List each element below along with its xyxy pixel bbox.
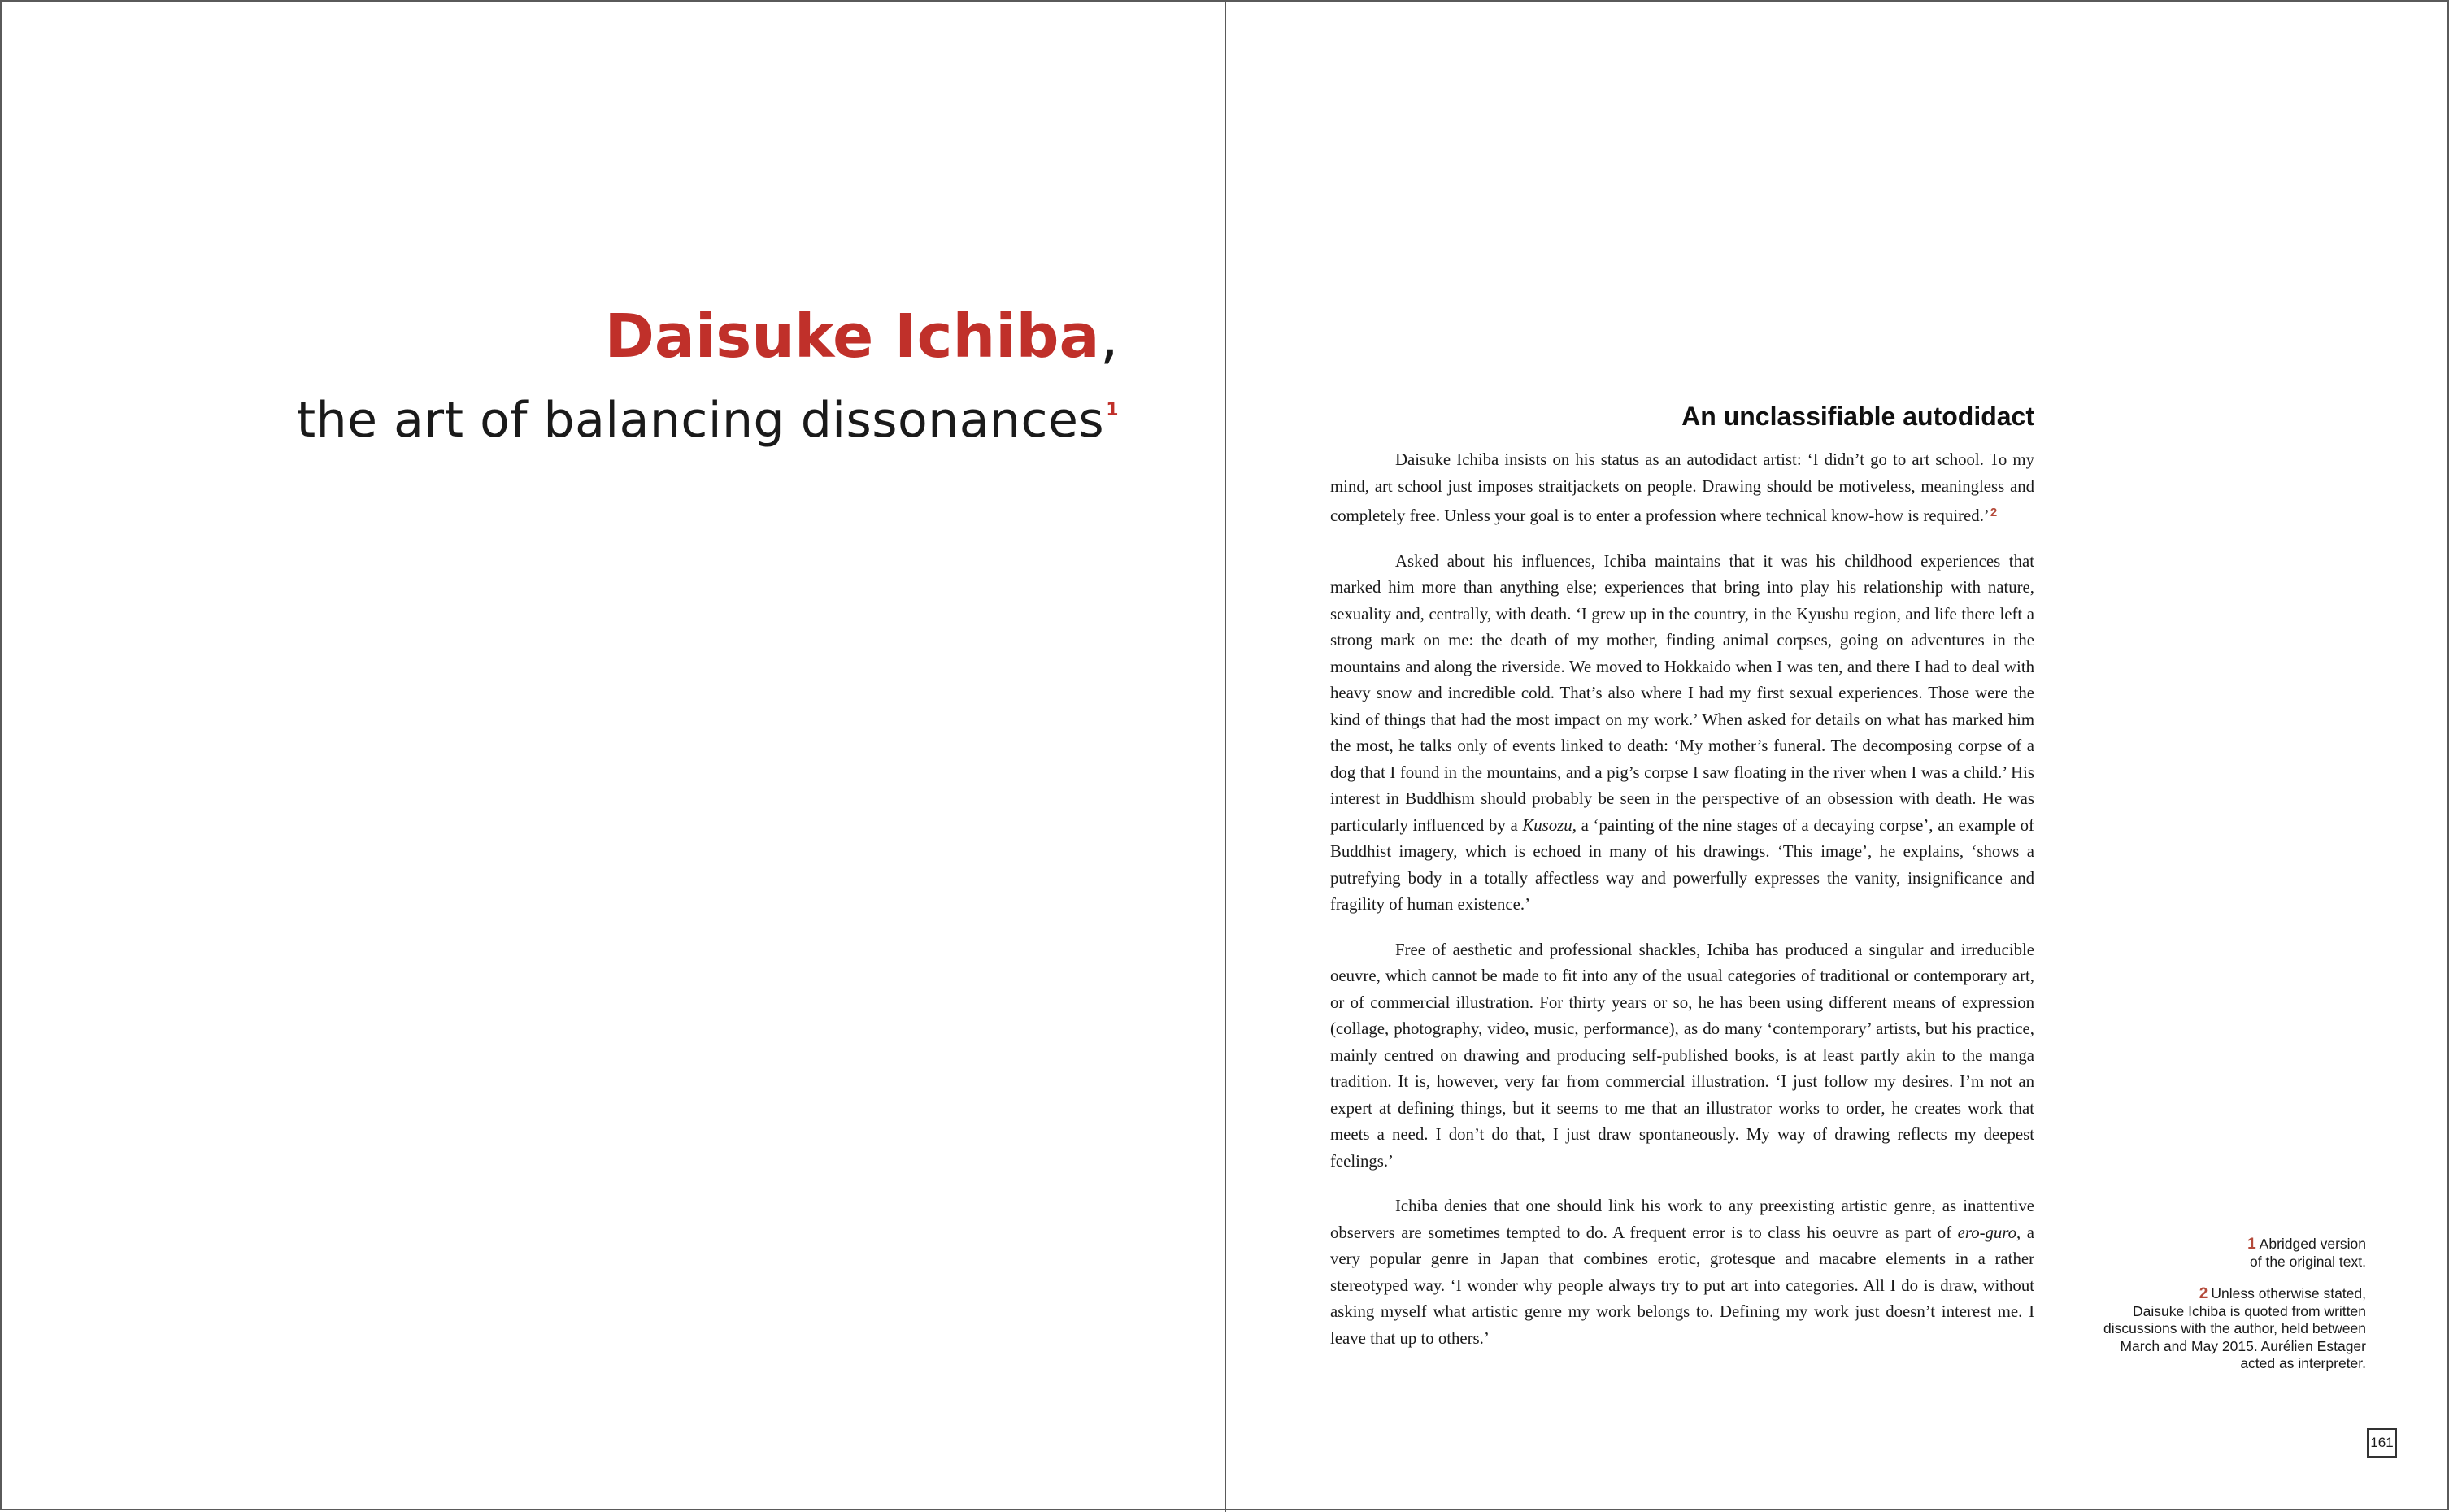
title-subtitle: the art of balancing dissonances — [296, 392, 1105, 449]
title-artist-name: Daisuke Ichiba — [604, 302, 1100, 371]
italic-term-ero-guro: ero-guro — [1957, 1223, 2017, 1242]
title-line-name — [297, 296, 1119, 377]
paragraph-text: Asked about his influences, Ichiba maintains that it was his childhood experiences that marked him more than anything else; experiences that bring into play his relationship with nature, sexuality and, centrally, with death. ‘I grew up in the country, in the Kyushu region, and life there left a strong mark on me: the death of my mother, finding animal corpses, going on adventures in the mountains and along the riverside. We moved to Hokkaido when I was ten, and there I had to deal with heavy snow and incredible cold. That’s also where I had my first sexual experiences. Those were the kind of things that had the most impact on my work.’ When asked for details on what has marked him the most, he talks only of events linked to death: ‘My mother’s funeral. The decomposing corpse of a dog that I found in the mountains, and a pig’s corpse I saw floating in the river when I was a child.’ His interest in Buddhism should probably be seen in the perspective of an obsession with death. He was particularly influenced by a — [1330, 551, 2034, 835]
paragraph-4 — [1330, 1193, 2034, 1352]
footnote-line: of the original text. — [2250, 1253, 2366, 1270]
paragraph-2 — [1330, 549, 2034, 919]
footnote-ref-2[interactable]: 2 — [1990, 506, 1998, 519]
title-line-subtitle — [297, 377, 1119, 454]
italic-term-kusozu: Kusozu — [1522, 815, 1572, 835]
paragraph-text: , a very popular genre in Japan that combines erotic, grotesque and macabre elements in a rather stereotyped way. ‘I wonder why people always try to put art into categories. All I do is draw, without asking myself what artistic genre my work belongs to. Defining my work just doesn’t interest me. I leave that up to others.’ — [1330, 1223, 2034, 1348]
footnote-1 — [2073, 1236, 2366, 1271]
paragraph-3 — [1330, 937, 2034, 1175]
page-gutter-divider — [1224, 2, 1226, 1512]
paragraph-text: Free of aesthetic and professional shackles, Ichiba has produced a singular and irreducible oeuvre, which cannot be made to fit into any of the usual categories of traditional or contemporary art, or of commercial illustration. For thirty years or so, he has been using different means of expression (collage, photography, video, music, performance), as do many ‘contemporary’ artists, but his practice, mainly centred on drawing and producing self-published books, is at least partly akin to the manga tradition. It is, however, very far from commercial illustration. ‘I just follow my desires. I’m not an expert at defining things, but it seems to me that an illustrator works to order, he creates work that meets a need. I don’t do that, I just draw spontaneously. My way of drawing reflects my deepest feelings.’ — [1330, 940, 2034, 1171]
footnote-line: Daisuke Ichiba is quoted from written — [2133, 1302, 2366, 1319]
footnote-2 — [2073, 1285, 2366, 1373]
page-number: 161 — [2367, 1428, 2397, 1458]
footnotes-sidebar — [2073, 1236, 2366, 1388]
paragraph-text: , a ‘painting of the nine stages of a decaying corpse’, an example of Buddhist imagery, which is echoed in many of his drawings. ‘This image’, he explains, ‘shows a putrefying body in a totally affectless way and powerfully expresses the vanity, insignificance and fragility of human existence.’ — [1330, 815, 2034, 914]
footnote-line: acted as interpreter. — [2240, 1355, 2366, 1371]
article-body — [1330, 395, 2034, 1371]
footnote-line: Abridged version — [2259, 1236, 2366, 1252]
footnote-line: Unless otherwise stated, — [2211, 1285, 2366, 1301]
section-heading: An unclassifiable autodidact — [1681, 402, 2034, 431]
paragraph-text: Ichiba denies that one should link his work to any preexisting artistic genre, as inattentive observers are sometimes tempted to do. A frequent error is to class his oeuvre as part of — [1330, 1197, 2034, 1242]
title-footnote-marker[interactable]: 1 — [1106, 400, 1119, 420]
title-comma: , — [1099, 302, 1119, 371]
footnote-line: discussions with the author, held between — [2103, 1320, 2366, 1336]
paragraph-1 — [1330, 447, 2034, 530]
paragraph-text: Daisuke Ichiba insists on his status as an autodidact artist: ‘I didn’t go to art school. To my mind, art school just imposes straitjackets on people. Drawing should be motiveless, meaningless and completely free. Unless your goal is to enter a profession where technical know-how is required.’ — [1330, 450, 2034, 525]
chapter-title — [297, 296, 1119, 454]
footnote-number: 2 — [2199, 1285, 2208, 1302]
footnote-number: 1 — [2247, 1236, 2256, 1253]
footnote-line: March and May 2015. Aurélien Estager — [2120, 1337, 2366, 1354]
